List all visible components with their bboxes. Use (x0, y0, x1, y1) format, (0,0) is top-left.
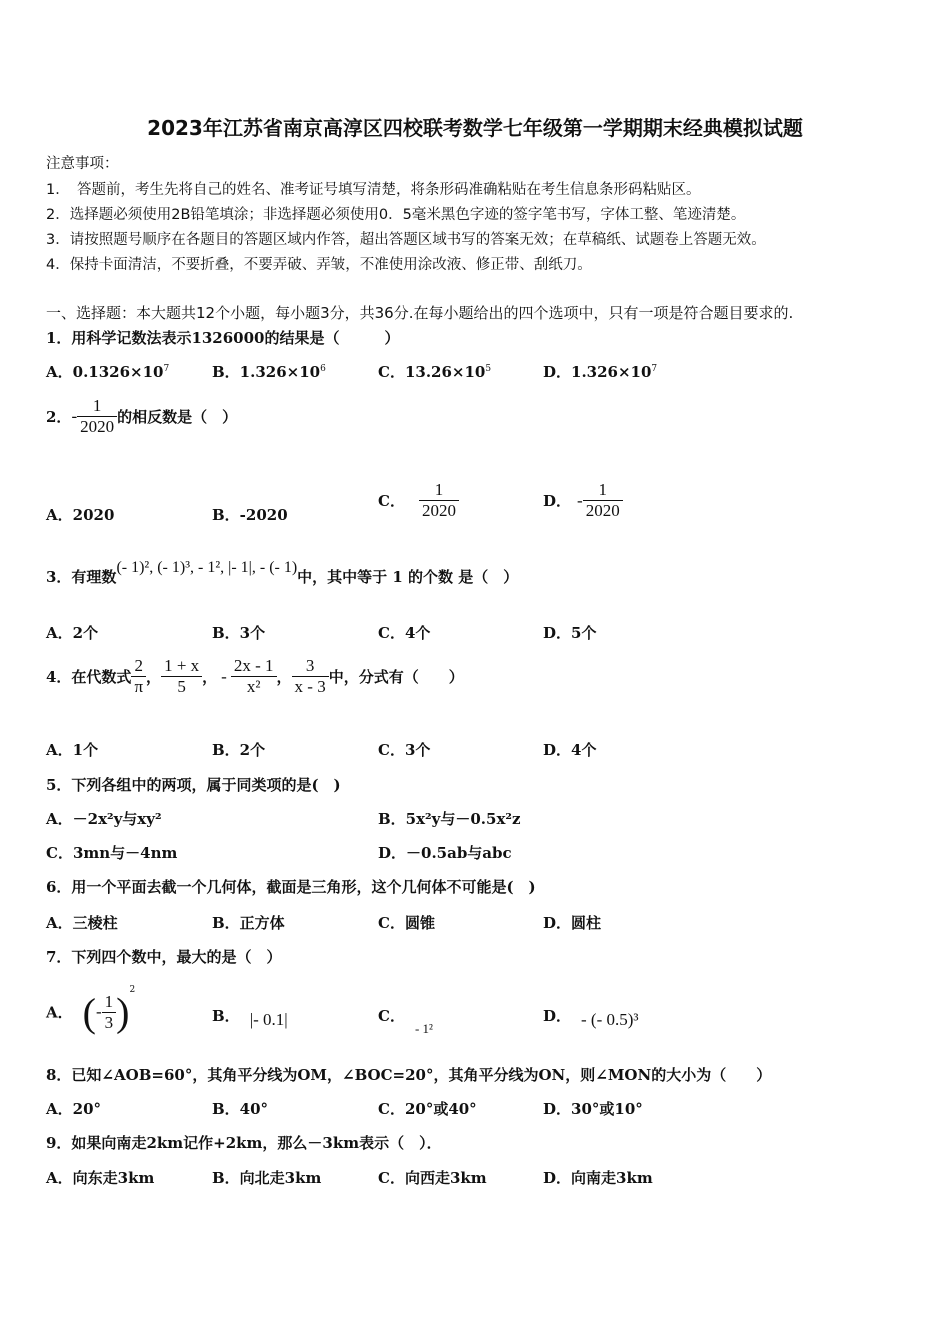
q3-option-c: C．4个 (378, 624, 431, 642)
q9-option-a: A．向东走3km (46, 1169, 155, 1187)
q6-option-c: C．圆锥 (378, 914, 435, 932)
question-6-stem: 6．用一个平面去截一个几何体，截面是三角形，这个几何体不可能是( ) (46, 878, 536, 896)
notes-header: 注意事项： (46, 156, 119, 172)
note-item: 1． 答题前，考生先将自己的姓名、准考证号填写清楚，将条形码准确粘贴在考生信息条形码粘贴区。 (46, 182, 701, 198)
q3-option-b: B．3个 (212, 624, 266, 642)
section-heading: 一、选择题：本大题共12个小题，每小题3分，共36分.在每小题给出的四个选项中，只有一项是符合题目要求的. (46, 304, 794, 322)
question-3-stem: 3．有理数(- 1)², (- 1)³, - 1², |- 1|, - (- 1)中，其中等于 1 的个数 是（ ） (46, 559, 519, 586)
q7-option-b: B． |- 0.1| (212, 1007, 288, 1029)
q7-option-a: A． (- $\frac{1}{3}$ )$^2$ (46, 985, 136, 1035)
q3-option-d: D．5个 (543, 624, 597, 642)
q6-option-d: D．圆柱 (543, 914, 602, 932)
q4-option-d: D．4个 (543, 741, 597, 759)
q3-expression: (- 1)², (- 1)³, - 1², |- 1|, - (- 1) (116, 559, 298, 576)
q2-option-b: B．-2020 (212, 506, 288, 524)
q5-option-b: B．5x²y与－0.5x²z (378, 810, 521, 828)
q1-option-c: C．$13.26\times 10^5$ (378, 363, 492, 381)
note-item: 3．请按照题号顺序在各题目的答题区域内作答，超出答题区域书写的答案无效；在草稿纸、试题卷上答题无效。 (46, 232, 766, 248)
q9-option-b: B．向北走3km (212, 1169, 322, 1187)
q6-option-a: A．三棱柱 (46, 914, 118, 932)
q3-option-a: A．2个 (46, 624, 99, 642)
question-5-stem: 5．下列各组中的两项，属于同类项的是( ) (46, 776, 341, 794)
question-2-stem: 2．- $\frac{1}{2020}$ 的相反数是（ ） (46, 396, 238, 436)
q8-option-c: C．20°或40° (378, 1100, 477, 1118)
q4-option-a: A．1个 (46, 741, 99, 759)
q9-option-c: C．向西走3km (378, 1169, 487, 1187)
q1-option-d: D．$1.326\times 10^7$ (543, 363, 658, 381)
fraction: $\frac{1}{2020}$ (77, 396, 117, 437)
q5-option-d: D．－0.5ab与abc (378, 844, 512, 862)
q1-option-b: B．$1.326\times 10^6$ (212, 363, 326, 381)
q7-option-c: C．- 1² (378, 1007, 433, 1036)
q8-option-d: D．30°或10° (543, 1100, 643, 1118)
q4-option-b: B．2个 (212, 741, 266, 759)
q7-option-d: D． - (- 0.5)³ (543, 1007, 639, 1029)
q1-option-a: A．$0.1326\times 10^7$ (46, 363, 170, 381)
q9-option-d: D．向南走3km (543, 1169, 653, 1187)
question-4-stem: 4．在代数式 $\frac{2}{\pi}$ ， $\frac{1 + x}{5}$ ， - $\frac{2x - 1}{\text{x²}}$ ， $\frac{3}{x - 3}$ 中，分式有（ ） (46, 656, 464, 696)
note-item: 2．选择题必须使用2B铅笔填涂；非选择题必须使用0．5毫米黑色字迹的签字笔书写，字体工整、笔迹清楚。 (46, 207, 746, 223)
q6-option-b: B．正方体 (212, 914, 285, 932)
q2-option-c: C． $\frac{1}{2020}$ (378, 480, 459, 521)
question-8-stem: 8．已知∠AOB=60°，其角平分线为OM，∠BOC=20°，其角平分线为ON，则∠MON的大小为（ ） (46, 1066, 772, 1084)
question-9-stem: 9．如果向南走2km记作+2km，那么－3km表示（ ）． (46, 1134, 442, 1152)
q8-option-a: A．20° (46, 1100, 102, 1118)
question-1-stem: 1．用科学记数法表示1326000的结果是（ ） (46, 329, 400, 347)
q8-option-b: B．40° (212, 1100, 269, 1118)
note-item: 4．保持卡面清洁，不要折叠，不要弄破、弄皱，不准使用涂改液、修正带、刮纸刀。 (46, 257, 592, 273)
question-7-stem: 7．下列四个数中，最大的是（ ） (46, 948, 282, 966)
q5-option-a: A．－2x²y与xy² (46, 810, 162, 828)
q2-option-a: A．2020 (46, 506, 115, 524)
page-title: 2023年江苏省南京高淳区四校联考数学七年级第一学期期末经典模拟试题 (147, 116, 803, 140)
q4-option-c: C．3个 (378, 741, 431, 759)
q2-option-d: D． - $\frac{1}{2020}$ (543, 480, 623, 521)
q5-option-c: C．3mn与－4nm (46, 844, 178, 862)
